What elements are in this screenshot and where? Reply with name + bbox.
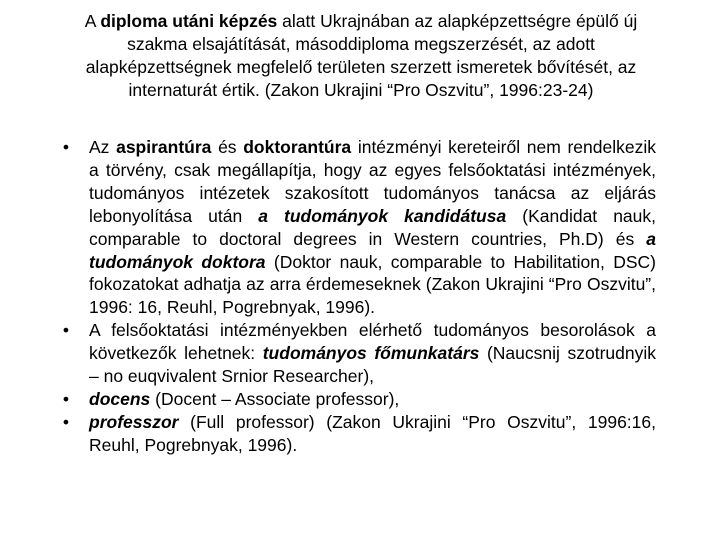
bullet-icon: • (62, 137, 70, 157)
text-run: intézményi kereteiről nem rendelkezik a törvény, csak megállapítja, hogy az egyes felsőoktatási intézmények, tudományos intézetek szakosított tudományos tanácsa az eljárás lebonyolítása után (89, 137, 656, 226)
text-run: Az (89, 137, 117, 157)
bold-italic-term: a tudományok kandidátusa (258, 205, 507, 226)
bullet-text (89, 137, 656, 317)
text-run: (Doktor nauk, comparable to Habilitation, DSC) fokozatokat adhatja az arra érdemeseknek (Zakon Ukrajini “Pro Oszvitu”, 1996: 16, Reuhl, Pogrebnyak, 1996). (89, 251, 656, 318)
bold-term: doktorantúra (243, 137, 352, 157)
bullet-text (89, 412, 656, 455)
bullet-item-professzor (60, 411, 656, 457)
bullet-icon: • (62, 388, 70, 409)
bold-term: aspirantúra (116, 137, 212, 157)
bold-italic-term: tudományos főmunkatárs (262, 343, 480, 364)
bold-italic-term: professzor (89, 411, 179, 432)
text-run: és (211, 137, 244, 157)
bullet-icon: • (62, 411, 70, 432)
bullet-item-aspirantura (60, 136, 656, 319)
bullet-text (89, 389, 399, 409)
text-run: (Docent – Associate professor), (150, 388, 400, 409)
bullet-item-docens (60, 388, 656, 411)
bullet-item-besorolasok (60, 319, 656, 388)
bold-italic-term: a tudományok doktora (89, 228, 656, 272)
text-run: (Full professor) (Zakon Ukrajini “Pro Oszvitu”, 1996:16, Reuhl, Pogrebnyak, 1996). (89, 411, 656, 455)
bold-italic-term: docens (89, 388, 151, 409)
intro-prefix: A (84, 11, 101, 31)
intro-paragraph (73, 10, 649, 102)
intro-bold-term: diploma utáni képzés (100, 11, 278, 31)
bullet-icon: • (62, 320, 70, 341)
text-run: (Kandidat nauk, comparable to doctoral degrees in Western countries, Ph.D) és (89, 205, 657, 249)
text-run: (Naucsnij szotrudnyik – no euqvivalent Srnior Researcher), (89, 343, 656, 387)
bullet-list (60, 136, 656, 457)
text-run: A felsőoktatási intézményekben elérhető tudományos besorolások a következők lehetnek: (89, 320, 656, 364)
intro-text: alatt Ukrajnában az alapképzettségre épülő új szakma elsajátítását, másoddiploma megszerzését, az adott alapképzettségnek megfelelő területen szerzett ismeretek bővítését, az internaturát értik. (Zakon Ukrajini “Pro Oszvitu”, 1996:23-24) (85, 11, 638, 100)
bullet-text (89, 320, 656, 386)
